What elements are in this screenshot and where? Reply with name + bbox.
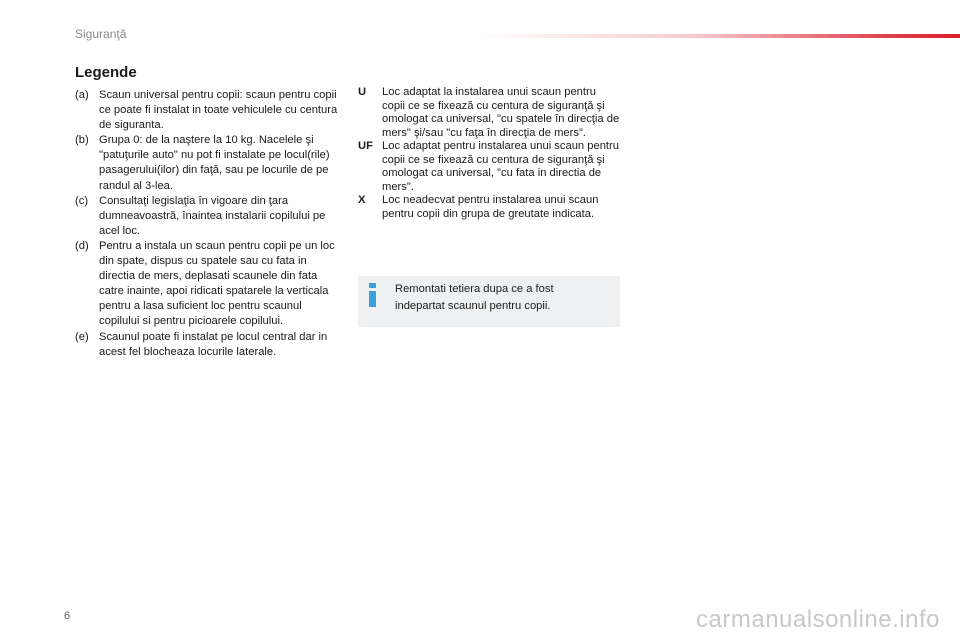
classification-text: Loc adaptat la instalarea unui scaun pentru copii ce se fixează cu centura de siguranţă şi omologat ca universal, "cu spatele în direcţia de mers" şi/sau "cu faţa în direcţia de mers". [382, 86, 620, 139]
classification-list [358, 86, 620, 221]
definitions-list [75, 88, 340, 360]
definition-key: (d) [75, 239, 89, 252]
definition-key: (a) [75, 89, 89, 101]
classification-item [358, 86, 620, 140]
header-divider [480, 34, 960, 38]
definition-item [75, 239, 340, 330]
definition-key: (c) [75, 194, 89, 207]
definition-text: Grupa 0: de la naştere la 10 kg. Nacelele şi "patuţurile auto" nu pot fi instalate pe locul(rile) pasagerului(ilor) din faţă, sau pe locurile de pe randul al 3-lea. [99, 134, 330, 192]
definition-item [75, 194, 340, 239]
info-note-text: Remontati tetiera dupa ce a fost indepartat scaunul pentru copii. [395, 283, 554, 312]
classification-key: UF [358, 140, 373, 152]
page-heading: Legende [75, 64, 137, 81]
info-icon [366, 282, 380, 308]
classification-item [358, 140, 620, 194]
classification-key: X [358, 194, 366, 206]
definition-text: Pentru a instala un scaun pentru copii pe un loc din spate, dispus cu spatele sau cu fata in directia de mers, deplasati scaunele din fata catre inainte, apoi ridicati spatarele la verticala pentru a lasa suficient loc pentru scaunul copilului si pentru picioarele copilului. [99, 239, 335, 328]
definition-item [75, 330, 340, 360]
definition-item [75, 88, 340, 133]
section-title: Siguranţă [75, 27, 127, 41]
classification-key: U [358, 86, 367, 98]
classification-text: Loc adaptat pentru instalarea unui scaun pentru copii ce se fixează cu centura de siguranţă şi omologat ca universal, "cu fata in directia de mers". [382, 140, 619, 193]
classification-text: Loc neadecvat pentru instalarea unui scaun pentru copii din grupa de greutate indicata. [382, 194, 599, 220]
page-number: 6 [64, 610, 71, 622]
definition-text: Scaun universal pentru copii: scaun pentru copii ce poate fi instalat in toate vehiculele cu centura de siguranta. [99, 89, 338, 132]
info-note-box [358, 276, 620, 327]
definition-text: Consultaţi legislaţia în vigoare din ţara dumneavoastră, înaintea instalarii copilului pe acel loc. [99, 194, 326, 237]
definition-key: (e) [75, 330, 89, 343]
classification-item [358, 194, 620, 221]
definition-item [75, 133, 340, 193]
definition-key: (b) [75, 134, 89, 147]
definition-text: Scaunul poate fi instalat pe locul central dar in acest fel blocheaza locurile laterale. [99, 330, 328, 358]
watermark: carmanualsonline.info [696, 606, 940, 633]
